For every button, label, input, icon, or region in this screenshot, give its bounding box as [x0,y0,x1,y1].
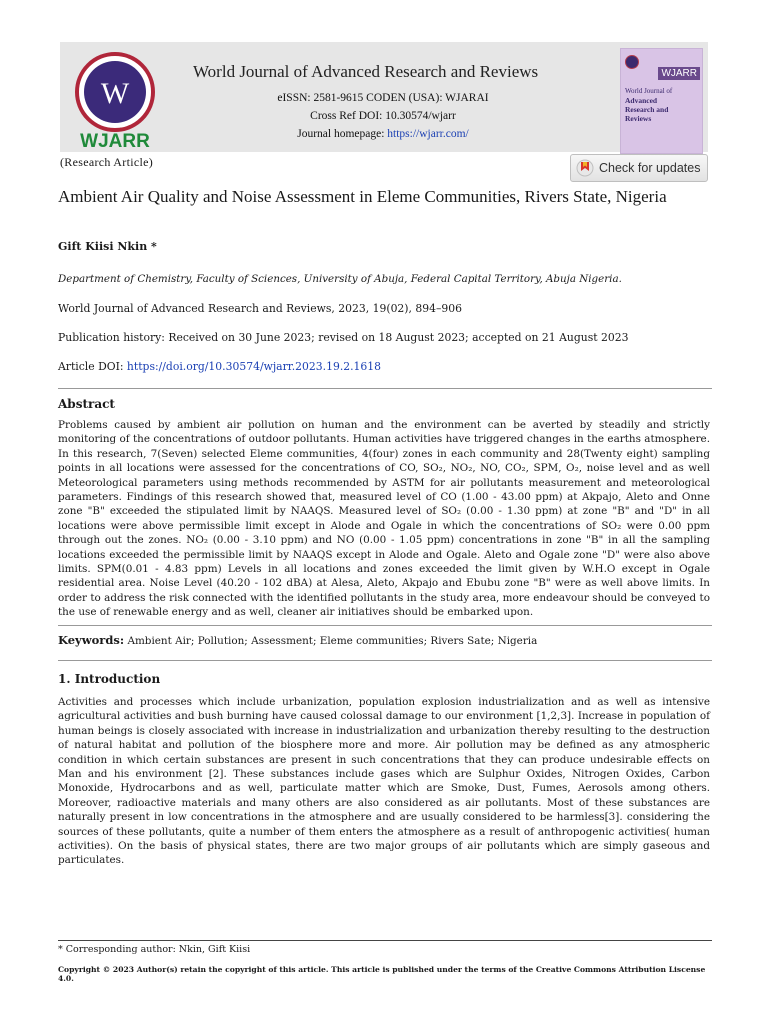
check-updates-icon [576,159,594,177]
cover-title [625,87,697,123]
introduction-body: Activities and processes which include urbanization, population explosion industrialization and as well as intensive agricultural activities and bush burning have caused colossal damage to our environment [1,2,3]. Increase in population of human beings is closely associated with increase in industrialization and urbanization thereby resulting to the destruction of natural habitat and pollution of the biosphere more and more. Air pollution may be defined as any atmospheric condition in which certain substances are present in such concentrations that they can produce undesirable effects on Man and his environment [2]. These substances include gases which are Sulphur Oxides, Nitrogen Oxides, Carbon Monoxide, Hydrocarbons and as well, particulate matter which are Smoke, Dust, Fumes, Aerosols among others. Moreover, radioactive materials and many others are also considered as air pollutants. Most of these substances are naturally present in low concentrations in the atmosphere and are usually considered to be harmless[3]. considering the sources of these pollutants, quite a number of them enters the atmosphere as a result of anthropogenic activities( human activities). On the basis of physical states, there are two major groups of air pollutants which are simply gaseous and particulates. [58,696,710,867]
cover-title-line: Reviews [625,114,652,123]
divider [58,660,712,661]
doi-link[interactable]: https://doi.org/10.30574/wjarr.2023.19.2.1618 [126,360,382,373]
homepage-line [193,128,573,140]
keywords-label: Keywords: [58,633,125,647]
cover-badge: WJARR [658,67,700,80]
check-updates-label: Check for updates [599,161,701,175]
cover-title-line: Research and [625,105,669,114]
journal-header [60,42,708,152]
abstract-heading: Abstract [58,397,115,411]
divider [58,625,712,626]
journal-cover [620,48,703,154]
homepage-link[interactable]: https://wjarr.com/ [387,128,469,140]
cover-seal-icon [625,55,639,69]
copyright-notice: Copyright © 2023 Author(s) retain the copyright of this article. This article is published under the terms of the Creative Commons Attribution Liscense 4.0. [58,965,706,983]
logo-letter: W [100,77,130,110]
introduction-heading: 1. Introduction [58,672,161,686]
journal-title: World Journal of Advanced Research and Reviews [193,62,539,81]
crossref-line: Cross Ref DOI: 10.30574/wjarr [310,110,456,122]
cover-title-line: Advanced [625,96,658,105]
doi-label: Article DOI: [58,360,127,373]
abstract-body: Problems caused by ambient air pollution on human and the environment can be averted by steadily and strictly monitoring of the concentrations of outdoor pollutants. Human activities have triggered changes in the earths atmosphere. In this research, 7(Seven) selected Eleme communities, 4(four) zones in each community and 28(Twenty eight) sampling points in all locations were assessed for the concentrations of CO, SO₂, NO₂, NO, CO₂, SPM, O₂, noise level and as well Meteorological parameters using methods recommended by ASTM for air pollutants measurement and meteorological parameters. Findings of this research showed that, measured level of CO (1.00 - 43.00 ppm) at Akpajo, Aleto and Onne zone "B" exceeded the stipulated limit by NAAQS. Measured level of SO₂ (0.00 - 1.30 ppm) at zone "B" and "D" in all locations were above permissible limit except in Alode and Ogale in which the concentrations of SO₂ were 0.00 ppm through out the zones. NO₂ (0.00 - 3.10 ppm) and NO (0.00 - 1.05 ppm) concentrations in zone "B" in all the sampling locations exceeded the permissible limit by NAAQS except in Alode and Ogale. Aleto and Ogale zone "D" were also above limits. SPM(0.01 - 4.83 ppm) Levels in all locations and zones exceeded the limit given by W.H.O except in Ogale residential area. Noise Level (40.20 - 102 dBA) at Alesa, Aleto, Akpajo and Ebubu zone "B" were as well above limits. In order to address the risk connected with the identified pollutants in the study area, more endeavour should be conveyed to the use of renewable energy and as well, cleaner air initiatives should be embarked upon. [58,419,710,619]
check-updates-button[interactable] [570,154,708,182]
author-name: Gift Kiisi Nkin * [58,240,157,253]
article-doi [58,360,381,373]
homepage-label: Journal homepage: [297,128,388,140]
logo-text: WJARR [80,131,150,150]
cover-title-line: World Journal of [625,87,673,95]
paper-title: Ambient Air Quality and Noise Assessment in Eleme Communities, Rivers State, Nigeria [58,187,667,206]
keywords [58,633,710,647]
divider [58,388,712,389]
corresponding-author-footnote: * Corresponding author: Nkin, Gift Kiisi [58,944,251,955]
affiliation: Department of Chemistry, Faculty of Sciences, University of Abuja, Federal Capital Territory, Abuja Nigeria. [58,273,622,285]
footnote-divider [58,940,712,941]
issn-line: eISSN: 2581-9615 CODEN (USA): WJARAI [277,92,489,104]
wjarr-logo [70,50,160,150]
keywords-list: Ambient Air; Pollution; Assessment; Eleme communities; Rivers Sate; Nigeria [124,635,538,647]
journal-reference: World Journal of Advanced Research and Reviews, 2023, 19(02), 894–906 [58,302,462,315]
publication-history: Publication history: Received on 30 June 2023; revised on 18 August 2023; accepted on 21 August 2023 [58,331,629,344]
article-type: (Research Article) [60,155,154,169]
